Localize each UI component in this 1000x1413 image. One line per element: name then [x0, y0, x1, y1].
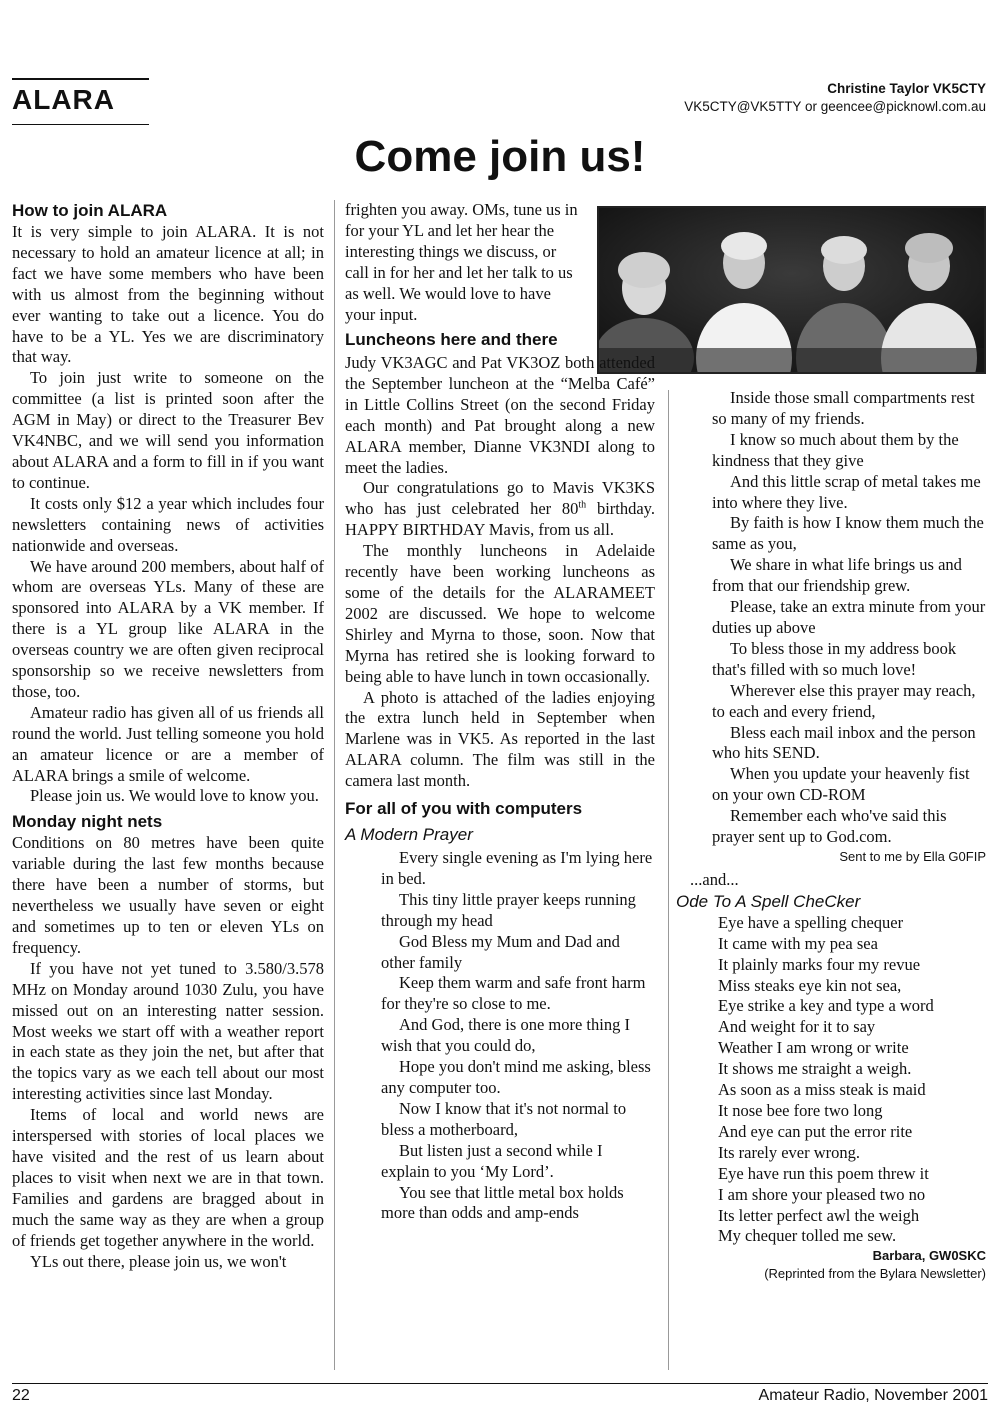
paragraph: YLs out there, please join us, we won't: [30, 1251, 287, 1271]
poem-stanza: Now I know that it's not normal to bless a motherboard,: [381, 1098, 627, 1139]
footer-rule: [12, 1383, 988, 1384]
ode-line: Its letter perfect awl the weigh: [718, 1205, 920, 1225]
poem-title: A Modern Prayer: [345, 825, 473, 845]
paragraph: Amateur radio has given all of us friends all round the world. Just telling someone you hold an amateur licence or are a member of ALARA brings a smile of welcome.: [12, 702, 324, 785]
ode-line: Miss steaks eye kin not sea,: [718, 975, 902, 995]
poem-stanza: I know so much about them by the kindness that they give: [712, 429, 959, 470]
poem-stanza: Bless each mail inbox and the person who hits SEND.: [712, 722, 976, 763]
masthead-rule: [12, 78, 149, 80]
page-title: Come join us!: [354, 132, 646, 181]
paragraph: It is very simple to join ALARA. It is not necessary to hold an amateur licence at all; in fact we have some members who have been with us almost from the beginning without ever wanting to take out a licence. You do have to be a YL. Yes we are discriminatory that way.: [12, 222, 324, 367]
ode-title: Ode To A Spell CheCker: [676, 891, 861, 911]
paragraph: If you have not yet tuned to 3.580/3.578 MHz on Monday around 1030 Zulu, you have missed out on an interesting natter session. Most weeks we start off with a weather report in each state as they join the net, but after that the topics vary as we each tell about our most interesting activities since last Monday.: [12, 958, 324, 1104]
heading-how-to-join: How to join ALARA: [12, 201, 168, 220]
poem-stanza: And this little scrap of metal takes me into where they live.: [712, 471, 981, 512]
page-number: 22: [12, 1387, 30, 1404]
paragraph: A photo is attached of the ladies enjoying the extra lunch held in September when Marlene was in VK5. As reported in the last ALARA column. The film was still in the camera last month.: [345, 687, 655, 791]
poem-stanza: You see that little metal box holds more than odds and amp-ends: [381, 1182, 624, 1223]
ode-line: It plainly marks four my revue: [718, 954, 921, 974]
poem-stanza: Every single evening as I'm lying here in bed.: [381, 848, 653, 888]
poem-stanza: We share in what life brings us and from that our friendship grew.: [712, 555, 962, 596]
ode-line: It came with my pea sea: [718, 933, 878, 953]
luncheon-photo: [597, 206, 986, 374]
poem-stanza: This tiny little prayer keeps running through my head: [381, 889, 636, 930]
poem-stanza: Wherever else this prayer may reach, to each and every friend,: [712, 680, 976, 721]
ode-line: Weather I am wrong or write: [718, 1038, 909, 1058]
poem-stanza: Hope you don't mind me asking, bless any computer too.: [381, 1057, 651, 1097]
heading-luncheons: Luncheons here and there: [345, 330, 558, 349]
ode-line: And eye can put the error rite: [718, 1121, 913, 1141]
ode-line: It shows me straight a weigh.: [718, 1059, 912, 1079]
author-contact: VK5CTY@VK5TTY or geencee@picknowl.com.au: [684, 99, 986, 114]
paragraph-text: Our congratulations go to Mavis VK3KS who has just celebrated her 80: [345, 478, 655, 519]
and-separator: ...and...: [690, 869, 739, 889]
poem-stanza: Remember each who've said this prayer sent up to God.com.: [712, 806, 947, 847]
publication-name: Amateur Radio, November 2001: [758, 1387, 988, 1404]
paragraph: The monthly luncheons in Adelaide recently have been working luncheons as some of the details for the ALARAMEET 2002 are discussed. We hope to welcome Shirley and Myrna to those, soon. Now that Myrna has retired she is looking forward to being able to have lunch in town occasionally.: [345, 541, 655, 686]
poem-stanza: To bless those in my address book that's filled with so much love!: [712, 638, 957, 679]
ode-line: Its rarely ever wrong.: [718, 1142, 861, 1162]
section-masthead: ALARA: [12, 84, 115, 115]
ode-line: My chequer tolled me sew.: [718, 1226, 897, 1246]
paragraph: Items of local and world news are interspersed with stories of local places we have visited and the rest of us learn about places to visit when next we are in that town. Families and gardens are bragged about in much the same way as they are when a group of friends get together anywhere in the world.: [12, 1105, 324, 1250]
paragraph: We have around 200 members, about half of whom are overseas YLs. Many of these are sponsored into ALARA by a VK member. If there is a YL group like ALARA in the overseas country we are often given reciprocal sponsorship so we receive newsletters from those, too.: [12, 556, 324, 701]
paragraph: It costs only $12 a year which includes four newsletters containing news of activities nationwide and overseas.: [12, 493, 324, 555]
ode-line: Eye have run this poem threw it: [718, 1163, 929, 1183]
poem-stanza: By faith is how I know them much the same as you,: [712, 513, 984, 554]
column-1: [12, 200, 324, 1272]
ode-line: As soon as a miss steak is maid: [718, 1080, 926, 1100]
paragraph: Judy VK3AGC and Pat VK3OZ both attended the September luncheon at the “Melba Café” in Little Collins Street (on the second Friday each month) and Pat brought along a new ALARA member, Dianne VK3NDI along to meet the ladies.: [345, 353, 655, 477]
poem-stanza: God Bless my Mum and Dad and other family: [381, 931, 620, 972]
ode-line: I am shore your pleased two no: [718, 1184, 926, 1204]
column-divider: [668, 390, 669, 1370]
poem-stanza: And God, there is one more thing I wish that you could do,: [381, 1015, 630, 1056]
paragraph: Conditions on 80 metres have been quite variable during the last few months because there have been a number of storms, but nevertheless we usually have seven or eight and sometimes up to ten or eleven YLs on frequency.: [12, 833, 324, 957]
poem-stanza: When you update your heavenly fist on your own CD-ROM: [712, 764, 970, 805]
poem-stanzas: [345, 848, 655, 1224]
author-name: Christine Taylor VK5CTY: [827, 81, 986, 96]
poem-credit: Sent to me by Ella G0FIP: [839, 848, 986, 864]
column-2: [345, 330, 655, 1224]
poem-stanza: Keep them warm and safe front harm for they're so close to me.: [381, 973, 646, 1014]
masthead-rule-bottom: [12, 124, 149, 125]
poem-stanza: Please, take an extra minute from your duties up above: [712, 597, 986, 637]
column-3: [676, 388, 986, 1283]
poem-stanza: Inside those small compartments rest so many of my friends.: [712, 388, 975, 428]
paragraph-text: birthday. HAPPY BIRTHDAY Mavis, from us all.: [345, 499, 655, 540]
paragraph: To join just write to someone on the committee (a list is printed soon after the AGM in May) or direct to the Treasurer Bev VK4NBC, and we will send you information about ALARA and a form to fill in if you want to continue.: [12, 368, 324, 492]
byline: [684, 80, 986, 116]
ode-lines: [686, 913, 986, 1248]
ode-line: And weight for it to say: [718, 1017, 876, 1037]
heading-computers: For all of you with computers: [345, 799, 583, 819]
ode-credit: [686, 1247, 986, 1265]
reprint-credit: (Reprinted from the Bylara Newsletter): [764, 1266, 986, 1282]
column-2-top: [345, 200, 583, 325]
photo-image: [599, 208, 984, 372]
column-divider: [334, 200, 335, 1370]
ode-author: Barbara, GW0SKC: [872, 1248, 986, 1264]
paragraph: frighten you away. OMs, tune us in for your YL and let her hear the interesting things we discuss, or call in for her and let her talk to us as well. We would love to have your input.: [345, 200, 578, 324]
ordinal-suffix: th: [578, 499, 587, 511]
paragraph: Please join us. We would love to know you.: [30, 786, 319, 806]
ode-line: Eye strike a key and type a word: [718, 996, 934, 1016]
ode-line: It nose bee fore two long: [718, 1101, 883, 1120]
poem-stanza: But listen just a second while I explain to you ‘My Lord’.: [381, 1140, 603, 1181]
heading-monday-nets: Monday night nets: [12, 812, 163, 832]
paragraph: [345, 478, 655, 541]
ode-line: Eye have a spelling chequer: [718, 912, 904, 932]
